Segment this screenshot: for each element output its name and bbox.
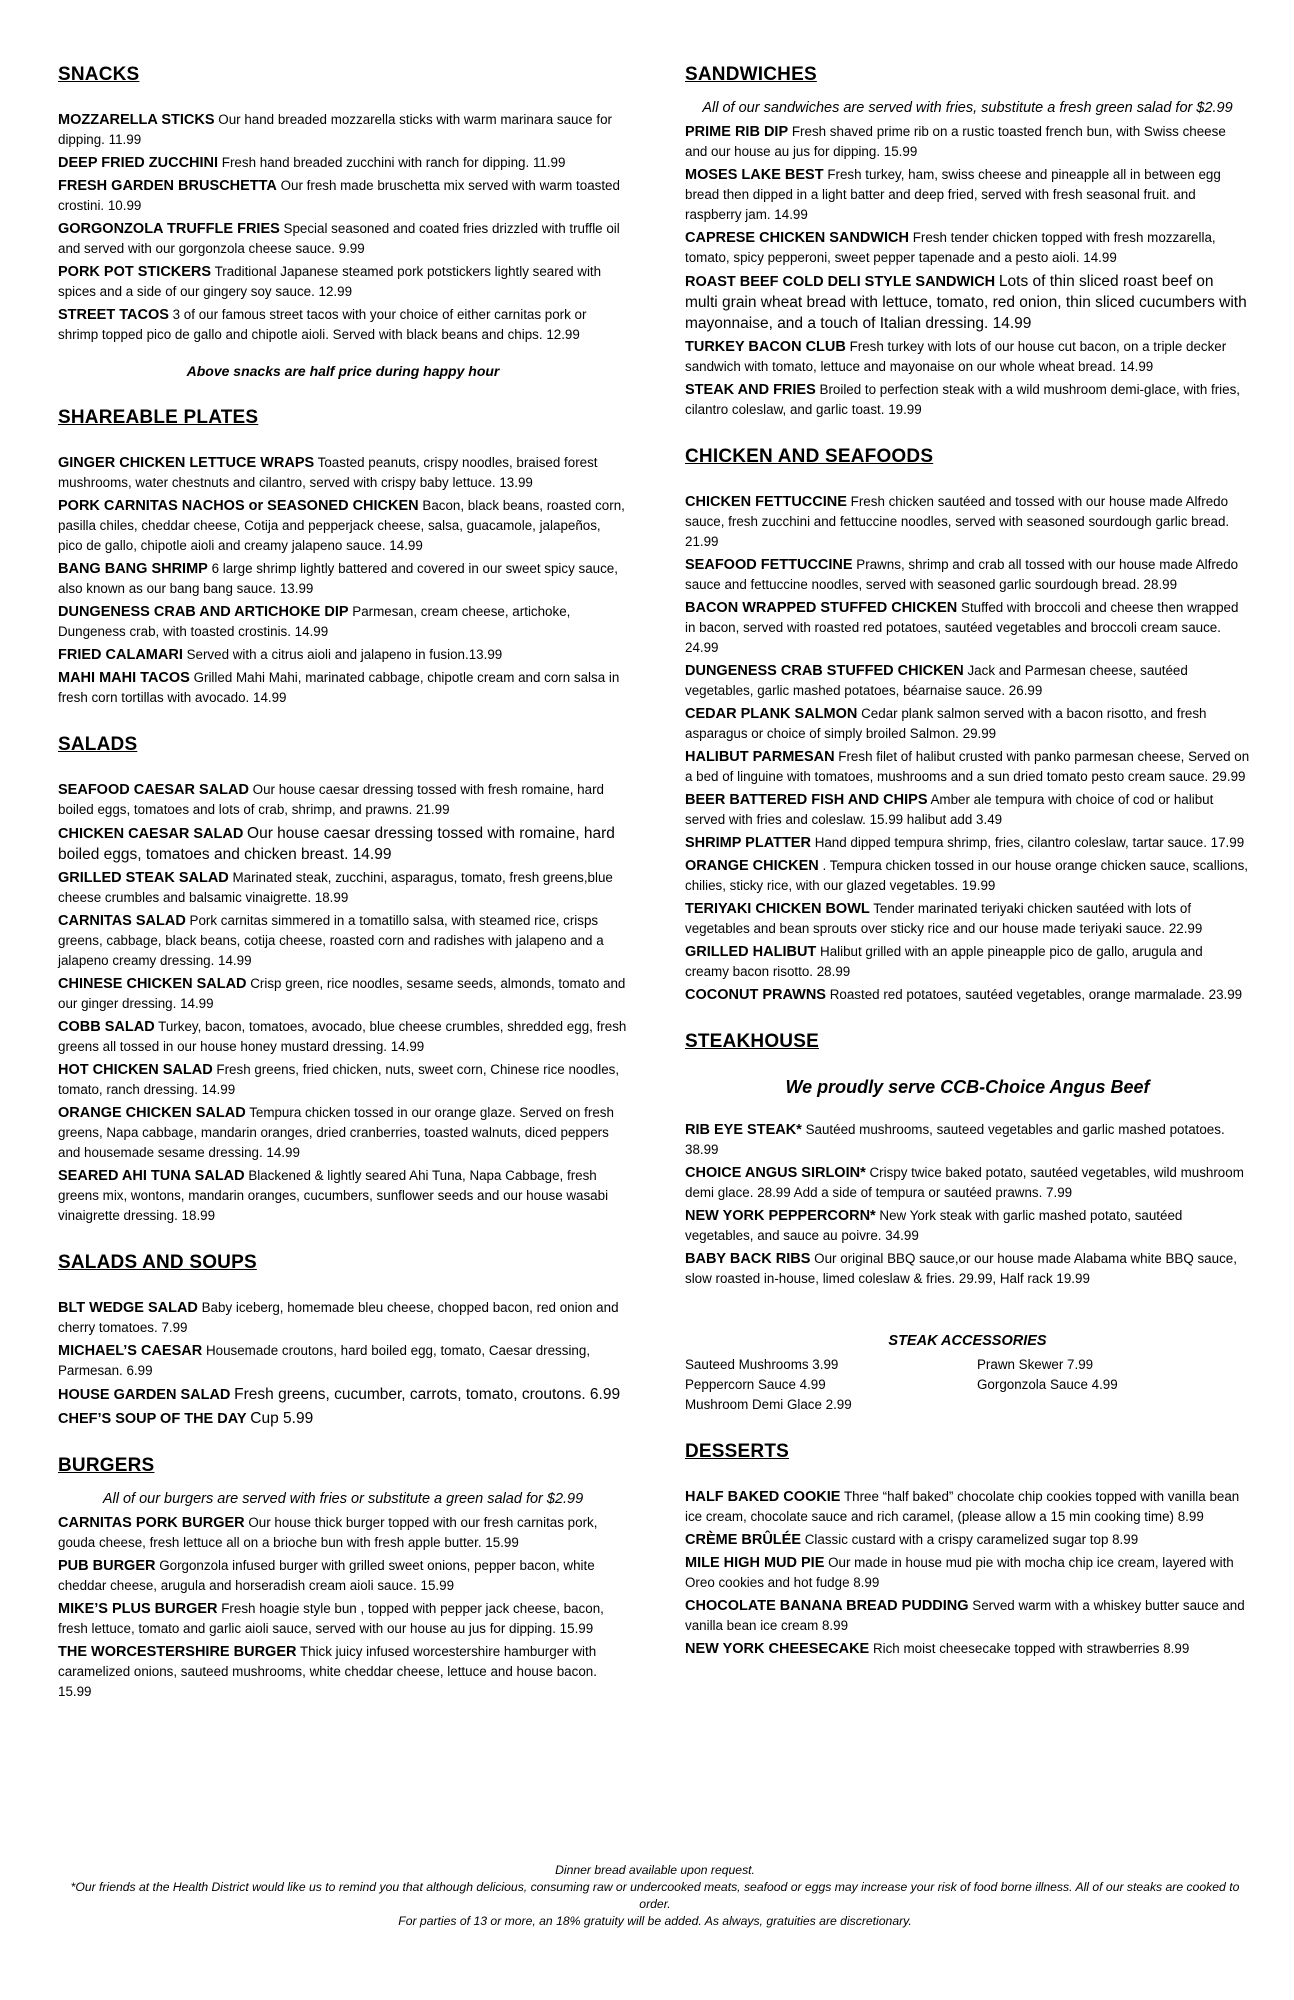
item-name: CARNITAS PORK BURGER [58,1515,245,1531]
item-name: MAHI MAHI TACOS [58,670,190,686]
section-title: STEAKHOUSE [685,1031,819,1052]
item-description: Our hand breaded mozzarella sticks with warm marinara sauce for dipping. 11.99 [58,112,612,147]
menu-section-salads-and-soups [58,1252,628,1429]
menu-item [58,974,628,1014]
item-name: PRIME RIB DIP [685,124,789,140]
item-description: Fresh chicken sautéed and tossed with our house made Alfredo sauce, fresh zucchini and fettuccine noodles, served with seasoned sourdough garlic bread. 21.99 [685,494,1230,549]
item-name: FRESH GARDEN BRUSCHETTA [58,178,277,194]
menu-item [685,165,1250,225]
item-name: GRILLED HALIBUT [685,944,817,960]
menu-item [685,122,1250,162]
item-name: DUNGENESS CRAB AND ARTICHOKE DIP [58,604,349,620]
item-description: Baby iceberg, homemade bleu cheese, chopped bacon, red onion and cherry tomatoes. 7.99 [58,1300,619,1335]
menu-item [685,661,1250,701]
item-description: Served with a citrus aioli and jalapeno in fusion.13.99 [186,647,503,662]
accessories-title: STEAK ACCESSORIES [888,1333,1047,1349]
item-name: MILE HIGH MUD PIE [685,1555,825,1571]
menu-item [58,645,628,665]
item-description: Fresh greens, cucumber, carrots, tomato, croutons. 6.99 [234,1386,621,1403]
menu-item [58,911,628,971]
menu-item [685,833,1250,853]
item-description: Pork carnitas simmered in a tomatillo salsa, with steamed rice, crisps greens, cabbage, black beans, cotija cheese, roasted corn and radishes with jalapeno and a jalapeno creamy dressing. 14.99 [58,913,604,968]
item-name: HOUSE GARDEN SALAD [58,1387,231,1403]
item-name: GINGER CHICKEN LETTUCE WRAPS [58,455,315,471]
left-column [58,64,628,1728]
item-description: Rich moist cheesecake topped with strawberries 8.99 [872,1641,1190,1656]
menu-item [685,747,1250,787]
item-name: HOT CHICKEN SALAD [58,1062,213,1078]
menu-item [685,1249,1250,1289]
menu-item [58,1599,628,1639]
item-name: SEAFOOD FETTUCCINE [685,557,853,573]
item-name: CHEF’S SOUP OF THE DAY [58,1411,247,1427]
section-note: All of our burgers are served with fries or substitute a green salad for $2.99 [102,1491,584,1507]
menu-item [58,780,628,820]
item-description: Our made in house mud pie with mocha chip ice cream, layered with Oreo cookies and hot fudge 8.99 [685,1555,1234,1590]
item-description: Fresh shaved prime rib on a rustic toasted french bun, with Swiss cheese and our house au jus for dipping. 15.99 [685,124,1226,159]
item-description: Lots of thin sliced roast beef on multi grain wheat bread with lettuce, tomato, red onion, thin sliced cucumbers with mayonnaise, and a touch of Italian dressing. 14.99 [685,273,1247,332]
menu-item [58,868,628,908]
item-description: Cedar plank salmon served with a bacon risotto, and fresh asparagus or choice of simply broiled Salmon. 29.99 [685,706,1207,741]
item-name: TURKEY BACON CLUB [685,339,846,355]
menu-section-chicken-and-seafoods [685,446,1250,1005]
item-description: Tempura chicken tossed in our orange glaze. Served on fresh greens, Napa cabbage, mandarin oranges, dried cranberries, toasted walnuts, diced peppers and housemade sesame dressing. 14.99 [58,1105,614,1160]
menu-item [58,1166,628,1226]
menu-section-steakhouse [685,1031,1250,1415]
section-title: SHAREABLE PLATES [58,407,259,428]
item-description: Fresh tender chicken topped with fresh mozzarella, tomato, spicy pepperoni, sweet pepper tapenade and a pesto aioli. 14.99 [685,230,1216,265]
item-description: Turkey, bacon, tomatoes, avocado, blue cheese crumbles, shredded egg, fresh greens all tossed in our house honey mustard dressing. 14.99 [58,1019,627,1054]
item-name: ORANGE CHICKEN SALAD [58,1105,246,1121]
menu-section-salads [58,734,628,1226]
menu-item [685,555,1250,595]
item-name: COBB SALAD [58,1019,155,1035]
item-name: GORGONZOLA TRUFFLE FRIES [58,221,280,237]
menu-item [685,598,1250,658]
item-name: SHRIMP PLATTER [685,835,811,851]
accessories-list [685,1355,1250,1415]
item-description: Three “half baked” chocolate chip cookies topped with vanilla bean ice cream, chocolate sauce and rich caramel, (please allow a 15 min cooking time) 8.99 [685,1489,1240,1524]
menu-item [685,1639,1250,1659]
item-description: Our original BBQ sauce,or our house made Alabama white BBQ sauce, slow roasted in-house, limed coleslaw & fries. 29.99, Half rack 19.99 [685,1251,1237,1286]
menu-item [58,559,628,599]
item-description: Crispy twice baked potato, sautéed vegetables, wild mushroom demi glace. 28.99 Add a side of tempura or sautéed prawns. 7.99 [685,1165,1244,1200]
section-title: SANDWICHES [685,64,817,85]
item-description: Our fresh made bruschetta mix served with warm toasted crostini. 10.99 [58,178,620,213]
item-description: Marinated steak, zucchini, asparagus, tomato, fresh greens,blue cheese crumbles and balsamic vinaigrette. 18.99 [58,870,613,905]
item-name: RIB EYE STEAK* [685,1122,802,1138]
section-note: All of our sandwiches are served with fries, substitute a fresh green salad for $2.99 [702,100,1233,116]
item-description: Housemade croutons, hard boiled egg, tomato, Caesar dressing, Parmesan. 6.99 [58,1343,591,1378]
item-name: CEDAR PLANK SALMON [685,706,858,722]
item-name: GRILLED STEAK SALAD [58,870,229,886]
section-title: DESSERTS [685,1441,790,1462]
menu-item [58,176,628,216]
menu-item [685,337,1250,377]
menu-item [685,856,1250,896]
menu-item [58,1298,628,1338]
item-name: CARNITAS SALAD [58,913,186,929]
menu-item [685,942,1250,982]
section-title: BURGERS [58,1455,155,1476]
menu-item [685,271,1250,334]
menu-item [685,899,1250,939]
footer-notes [60,1862,1250,1930]
accessory-item: Prawn Skewer 7.99 [977,1357,1094,1372]
menu-item [685,1596,1250,1636]
item-name: BEER BATTERED FISH AND CHIPS [685,792,928,808]
item-description: Broiled to perfection steak with a wild mushroom demi-glace, with fries, cilantro coleslaw, and garlic toast. 19.99 [685,382,1241,417]
item-name: BABY BACK RIBS [685,1251,811,1267]
item-name: PORK CARNITAS NACHOS or SEASONED CHICKEN [58,498,419,514]
item-name: STREET TACOS [58,307,169,323]
item-description: Stuffed with broccoli and cheese then wrapped in bacon, served with roasted red potatoes, sautéed vegetables and broccoli cream sauce. 24.99 [685,600,1239,655]
section-title: SALADS [58,734,138,755]
item-name: CRÈME BRÛLÉE [685,1532,802,1548]
item-name: DUNGENESS CRAB STUFFED CHICKEN [685,663,964,679]
menu-item [685,1487,1250,1527]
item-description: Thick juicy infused worcestershire hamburger with caramelized onions, sauteed mushrooms, white cheddar cheese, lettuce and house bacon. 15.99 [58,1644,597,1699]
menu-section-sandwiches [685,64,1250,420]
item-description: 6 large shrimp lightly battered and covered in our sweet spicy sauce, also known as our bang bang sauce. 13.99 [58,561,618,596]
menu-item [58,153,628,173]
item-name: TERIYAKI CHICKEN BOWL [685,901,870,917]
menu-item [58,1060,628,1100]
accessory-item [977,1395,1237,1415]
item-description: Jack and Parmesan cheese, sautéed vegetables, garlic mashed potatoes, béarnaise sauce. 26.99 [685,663,1188,698]
menu-item [685,492,1250,552]
menu-item [685,1553,1250,1593]
menu-item [685,228,1250,268]
item-name: THE WORCESTERSHIRE BURGER [58,1644,297,1660]
accessory-item: Peppercorn Sauce 4.99 [685,1377,826,1392]
menu-item [685,790,1250,830]
item-description: Bacon, black beans, roasted corn, pasilla chiles, cheddar cheese, Cotija and pepperjack cheese, salsa, guacamole, jalapeños, pico de gallo, chipotle aioli and creamy jalapeno sauce. 14.99 [58,498,625,553]
item-name: DEEP FRIED ZUCCHINI [58,155,219,171]
item-name: BANG BANG SHRIMP [58,561,208,577]
item-description: Fresh turkey with lots of our house cut bacon, on a triple decker sandwich with tomato, lettuce and mayonaise on our whole wheat bread. 14.99 [685,339,1227,374]
item-description: Blackened & lightly seared Ahi Tuna, Napa Cabbage, fresh greens mix, wontons, mandarin oranges, cucumbers, sunflower seeds and our house wasabi vinaigrette dressing. 18.99 [58,1168,609,1223]
item-description: Roasted red potatoes, sautéed vegetables, orange marmalade. 23.99 [829,987,1243,1002]
item-name: CHINESE CHICKEN SALAD [58,976,247,992]
item-description: Toasted peanuts, crispy noodles, braised forest mushrooms, water chestnuts and cilantro, served with crispy baby lettuce. 13.99 [58,455,598,490]
menu-item [58,1341,628,1381]
item-description: Our house caesar dressing tossed with romaine, hard boiled eggs, tomatoes and chicken breast. 14.99 [58,825,615,863]
item-description: Our house thick burger topped with our fresh carnitas pork, gouda cheese, fresh lettuce all on a brioche bun with fresh apple butter. 15.99 [58,1515,598,1550]
accessory-item: Mushroom Demi Glace 2.99 [685,1397,852,1412]
item-description: Fresh greens, fried chicken, nuts, sweet corn, Chinese rice noodles, tomato, ranch dressing. 14.99 [58,1062,620,1097]
menu-section-shareable-plates [58,407,628,708]
item-name: STEAK AND FRIES [685,382,816,398]
menu-item [58,219,628,259]
item-name: CHICKEN CAESAR SALAD [58,826,244,842]
menu-item [685,704,1250,744]
footer-gratuity-note: For parties of 13 or more, an 18% gratuity will be added. As always, gratuities are discretionary. [398,1914,912,1928]
menu-item [58,305,628,345]
menu-item [685,1530,1250,1550]
item-description: Fresh hoagie style bun , topped with pepper jack cheese, bacon, fresh lettuce, tomato and garlic aioli sauce, served with our house au jus for dipping. 15.99 [58,1601,604,1636]
item-name: COCONUT PRAWNS [685,987,826,1003]
item-name: BACON WRAPPED STUFFED CHICKEN [685,600,958,616]
menu-item [58,1017,628,1057]
item-name: CHICKEN FETTUCCINE [685,494,847,510]
menu-section-desserts [685,1441,1250,1659]
section-footnote: Above snacks are half price during happy hour [186,363,500,379]
item-name: NEW YORK CHEESECAKE [685,1641,870,1657]
item-description: Tender marinated teriyaki chicken sautéed with lots of vegetables and bean sprouts over sticky rice and our house made teriyaki sauce. 22.99 [685,901,1203,936]
item-description: . Tempura chicken tossed in our house orange chicken sauce, scallions, chilies, sticky rice, with our glazed vegetables. 19.99 [685,858,1248,893]
section-title: CHICKEN AND SEAFOODS [685,446,934,467]
item-description: Parmesan, cream cheese, artichoke, Dungeness crab, with toasted crostinis. 14.99 [58,604,571,639]
menu-item [58,1384,628,1405]
menu-item [685,1120,1250,1160]
item-description: 3 of our famous street tacos with your choice of either carnitas pork or shrimp topped pico de gallo and chipotle aioli. Served with black beans and chips. 12.99 [58,307,587,342]
menu-section-snacks [58,64,628,379]
menu-item [685,380,1250,420]
menu-item [58,602,628,642]
item-description: New York steak with garlic mashed potato, sautéed vegetables, and sauce au poivre. 34.99 [685,1208,1183,1243]
menu-item [58,668,628,708]
item-name: ROAST BEEF COLD DELI STYLE SANDWICH [685,274,996,290]
menu-item [58,262,628,302]
section-title: SALADS AND SOUPS [58,1252,257,1273]
menu-item [58,823,628,865]
accessory-item: Sauteed Mushrooms 3.99 [685,1357,839,1372]
menu-item [58,1103,628,1163]
menu-item [58,1556,628,1596]
item-description: Amber ale tempura with choice of cod or halibut served with fries and coleslaw. 15.99 halibut add 3.49 [685,792,1214,827]
item-description: Grilled Mahi Mahi, marinated cabbage, chipotle cream and corn salsa in fresh corn tortillas with avocado. 14.99 [58,670,620,705]
menu-item [58,1513,628,1553]
item-description: Fresh hand breaded zucchini with ranch for dipping. 11.99 [221,155,566,170]
item-description: Prawns, shrimp and crab all tossed with our house made Alfredo sauce and fettuccine noodles, served with seasoned garlic sourdough bread. 28.99 [685,557,1239,592]
item-name: HALIBUT PARMESAN [685,749,835,765]
menu-item [58,1642,628,1702]
section-title: SNACKS [58,64,140,85]
section-tagline: We proudly serve CCB-Choice Angus Beef [785,1077,1150,1097]
item-description: Cup 5.99 [250,1410,314,1427]
item-name: CAPRESE CHICKEN SANDWICH [685,230,909,246]
item-description: Traditional Japanese steamed pork potstickers lightly seared with spices and a side of our gingery soy sauce. 12.99 [58,264,602,299]
item-name: MIKE’S PLUS BURGER [58,1601,218,1617]
item-name: MOZZARELLA STICKS [58,112,215,128]
item-name: MICHAEL’S CAESAR [58,1343,203,1359]
item-description: Classic custard with a crispy caramelized sugar top 8.99 [804,1532,1139,1547]
footer-bread-note: Dinner bread available upon request. [555,1863,755,1877]
item-description: Halibut grilled with an apple pineapple pico de gallo, arugula and creamy bacon risotto. 28.99 [685,944,1203,979]
item-description: Sautéed mushrooms, sauteed vegetables and garlic mashed potatoes. 38.99 [685,1122,1225,1157]
item-description: Served warm with a whiskey butter sauce and vanilla bean ice cream 8.99 [685,1598,1245,1633]
menu-item [58,496,628,556]
item-name: PORK POT STICKERS [58,264,212,280]
item-name: NEW YORK PEPPERCORN* [685,1208,876,1224]
menu-item [685,1163,1250,1203]
item-description: Hand dipped tempura shrimp, fries, cilantro coleslaw, tartar sauce. 17.99 [814,835,1245,850]
right-column [685,64,1250,1685]
item-description: Fresh filet of halibut crusted with panko parmesan cheese, Served on a bed of linguine with tomatoes, mushrooms and a sun dried tomato pesto cream sauce. 29.99 [685,749,1250,784]
menu-item [685,1206,1250,1246]
footer-health-warning: *Our friends at the Health District would like us to remind you that although delicious, consuming raw or undercooked meats, seafood or eggs may increase your risk of food borne illness. All of our steaks are cooked to order. [70,1880,1240,1911]
item-description: Special seasoned and coated fries drizzled with truffle oil and served with our gorgonzola cheese sauce. 9.99 [58,221,620,256]
menu-item [685,985,1250,1005]
item-name: MOSES LAKE BEST [685,167,824,183]
item-description: Gorgonzola infused burger with grilled sweet onions, pepper bacon, white cheddar cheese, arugula and horseradish cream aioli sauce. 15.99 [58,1558,595,1593]
item-name: PUB BURGER [58,1558,156,1574]
item-name: HALF BAKED COOKIE [685,1489,841,1505]
menu-item [58,453,628,493]
menu-item [58,1408,628,1429]
item-description: Crisp green, rice noodles, sesame seeds, almonds, tomato and our ginger dressing. 14.99 [58,976,626,1011]
item-name: ORANGE CHICKEN [685,858,819,874]
item-name: FRIED CALAMARI [58,647,183,663]
item-name: SEAFOOD CAESAR SALAD [58,782,249,798]
item-name: SEARED AHI TUNA SALAD [58,1168,245,1184]
item-name: CHOICE ANGUS SIRLOIN* [685,1165,866,1181]
item-name: CHOCOLATE BANANA BREAD PUDDING [685,1598,969,1614]
item-description: Fresh turkey, ham, swiss cheese and pineapple all in between egg bread then dipped in a light batter and deep fried, served with fresh seasonal fruit. and raspberry jam. 14.99 [685,167,1221,222]
accessory-item: Gorgonzola Sauce 4.99 [977,1377,1118,1392]
item-description: Our house caesar dressing tossed with fresh romaine, hard boiled eggs, tomatoes and lots of crab, shrimp, and prawns. 21.99 [58,782,604,817]
menu-section-burgers [58,1455,628,1702]
menu-item [58,110,628,150]
item-name: BLT WEDGE SALAD [58,1300,198,1316]
